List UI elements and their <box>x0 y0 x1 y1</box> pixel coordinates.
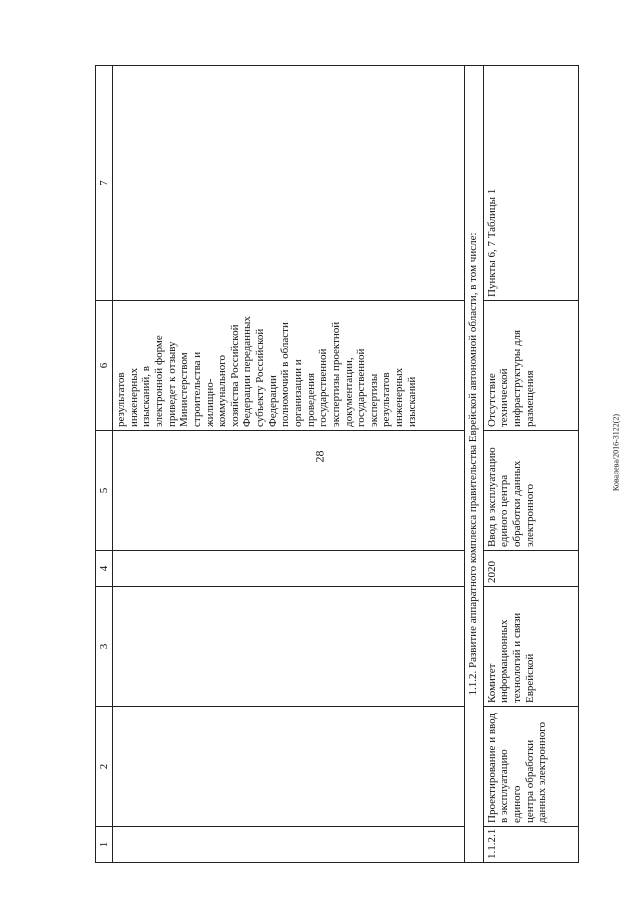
header-col-7: 7 <box>96 66 113 301</box>
consequence-cell <box>483 301 578 431</box>
cell-line: обработки данных <box>511 460 524 547</box>
cont-line: хозяйства Российской <box>228 324 241 427</box>
cell-line: единого центра <box>498 474 511 547</box>
cell-line: размещения <box>523 370 536 427</box>
cont-line: изысканий, в <box>140 366 153 427</box>
cell-line: Отсутствие <box>485 373 498 427</box>
cell-line: информационных <box>498 619 511 703</box>
cell-line: в эксплуатацию единого <box>498 749 524 823</box>
header-col-5: 5 <box>96 431 113 551</box>
side-stamp: Ковалева/2016-3122(2) <box>611 413 621 492</box>
program-table <box>95 65 579 863</box>
cont-col-4 <box>113 551 465 587</box>
cont-line: инженерных <box>127 367 140 427</box>
cell-line: Ввод в эксплуатацию <box>485 447 498 547</box>
cont-col-7 <box>113 66 465 301</box>
responsible-cell <box>483 587 578 707</box>
cont-line: результатов <box>380 372 393 427</box>
cont-line: экспертизы <box>367 373 380 427</box>
cont-line: изысканий <box>405 376 418 427</box>
cont-line: документации, <box>342 357 355 427</box>
cell-line: данных электронного <box>536 722 549 823</box>
header-col-2: 2 <box>96 707 113 827</box>
header-col-4: 4 <box>96 551 113 587</box>
cont-line: организации и <box>292 359 304 427</box>
result-cell <box>483 431 578 551</box>
cell-line: Комитет <box>485 663 498 703</box>
event-name-cell <box>483 707 578 827</box>
cont-line: субъекту Российской <box>254 328 267 427</box>
cont-col-3 <box>113 587 465 707</box>
cont-line: государственной <box>317 348 330 427</box>
cont-line: полномочий в области <box>279 322 292 427</box>
cont-line: проведения <box>304 372 317 427</box>
cont-line: электронной форме <box>152 335 165 427</box>
cont-line: жилищно- <box>203 378 216 427</box>
section-heading-row <box>464 66 483 863</box>
cell-line: технологий и связи <box>511 612 524 703</box>
cell-line: центра обработки <box>523 739 536 823</box>
continuation-row <box>113 66 465 863</box>
cont-line: экспертизы проектной <box>329 321 342 427</box>
header-col-6: 6 <box>96 301 113 431</box>
cont-col-1 <box>113 827 465 863</box>
cell-line: электронного <box>523 483 536 547</box>
header-col-1: 1 <box>96 827 113 863</box>
cell-line: Проектирование и ввод <box>485 713 498 823</box>
landscape-table-wrapper <box>95 66 579 863</box>
cont-line: коммунального <box>216 355 229 427</box>
table-rotation-frame <box>95 66 579 863</box>
year-cell: 2020 <box>483 551 578 587</box>
header-col-3: 3 <box>96 587 113 707</box>
cont-line: Министерством <box>178 352 191 427</box>
cont-line: государственной <box>355 348 368 427</box>
reference-cell: Пункты 6, 7 Таблицы 1 <box>483 66 578 301</box>
section-heading: 1.1.2. Развитие аппаратного комплекса правительства Еврейской автономной области, в том числе: <box>464 66 483 863</box>
cont-col-5 <box>113 431 465 551</box>
cell-line: инфраструктуры для <box>511 329 524 427</box>
cont-line: строительства и <box>190 351 203 427</box>
cont-line: приведет к отзыву <box>165 341 178 427</box>
page-number: 28 <box>312 450 327 463</box>
cell-line: Еврейской <box>523 653 536 703</box>
cont-line: результатов <box>115 372 128 427</box>
cont-line: Федерации <box>266 375 279 427</box>
cont-line: Федерации переданных <box>241 316 254 427</box>
cell-line: технической <box>498 368 511 427</box>
header-number-row <box>96 66 113 863</box>
row-number: 1.1.2.1 <box>483 827 578 863</box>
cont-col-2 <box>113 707 465 827</box>
table-row-1121 <box>483 66 578 863</box>
cont-line: инженерных <box>393 367 406 427</box>
cont-col-6 <box>113 301 465 431</box>
